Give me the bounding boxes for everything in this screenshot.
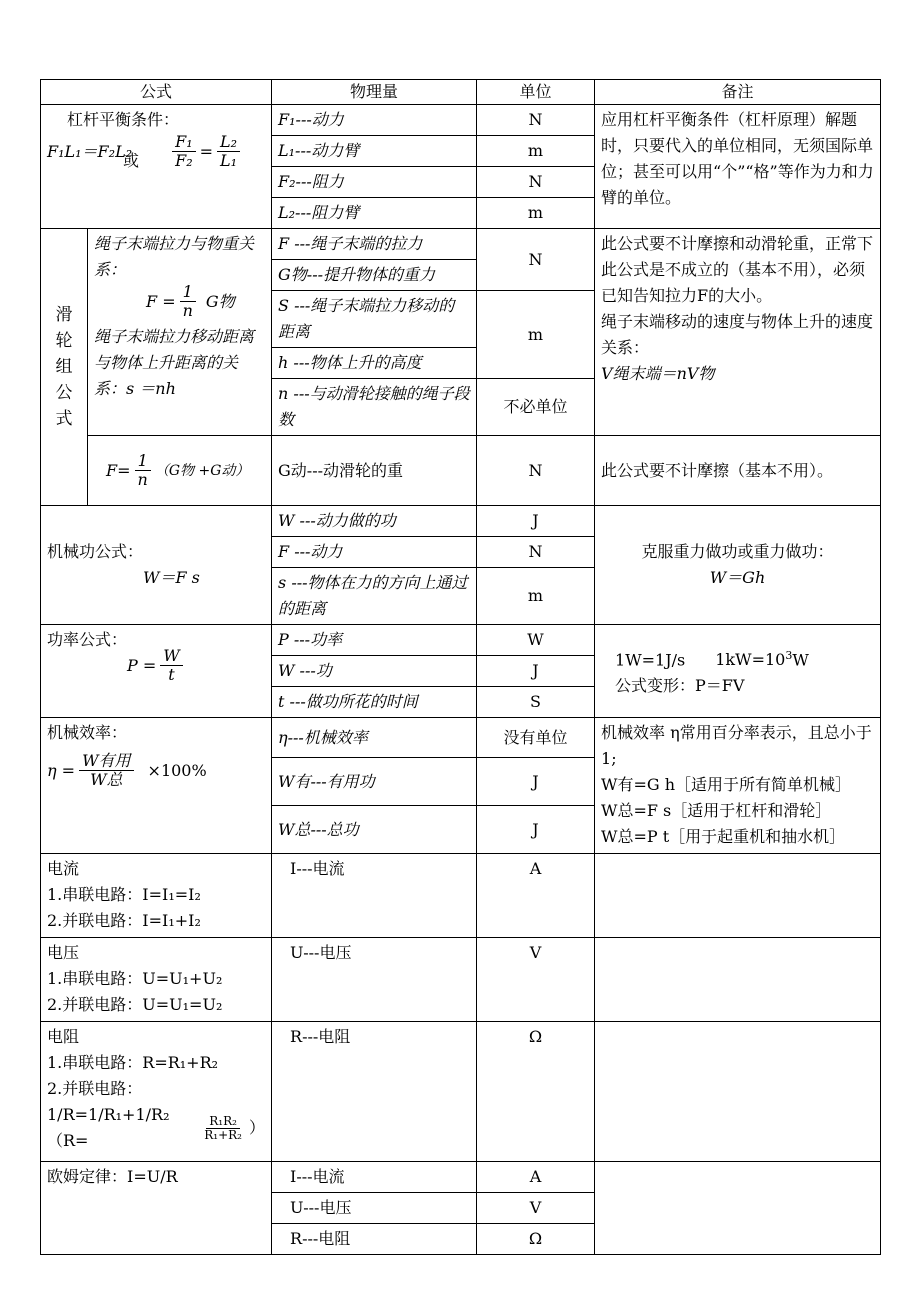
power-row [41,625,881,656]
lever-title: 杠杆平衡条件： [67,110,180,129]
power-q-0: P ---功率 [272,625,477,656]
ohm-formula: 欧姆定律：I=U/R [41,1162,272,1255]
work-q-1: F ---动力 [272,537,477,568]
power-lhs: P = [127,655,157,675]
power-q-1: W ---功 [272,656,477,687]
lever-u-2: N [477,167,595,198]
work-eq: W＝F s [143,568,200,587]
pulley-note [595,229,881,436]
voltage-q: U---电压 [272,938,477,1022]
pulley-q-4: n ---与动滑轮接触的绳子段数 [272,379,477,436]
work-u-1: N [477,537,595,568]
header-unit: 单位 [477,80,595,105]
lever-u-3: m [477,198,595,229]
power-note2: 公式变形：P＝FV [615,676,745,696]
pulley-f1-text: 绳子末端拉力与物重关系： [94,234,255,279]
efficiency-note-1: W有=G h［适用于所有简单机械］ [601,775,852,794]
efficiency-rhs: ×100% [147,760,207,780]
pulley-q-1: G物---提升物体的重力 [272,260,477,291]
efficiency-title: 机械效率： [47,723,128,742]
lever-u-1: m [477,136,595,167]
formula-table [40,79,881,1255]
current-row [41,854,881,938]
power-note1: 1W=1J/s $1kW=10^3W$ [615,648,809,670]
pulley-f3-row [41,436,881,506]
efficiency-u-2: J [477,806,595,854]
pulley-u-4: 不必单位 [477,379,595,436]
lever-q-3: L₂---阻力臂 [272,198,477,229]
work-q-2: s ---物体在力的方向上通过的距离 [272,568,477,625]
pulley-q-3: h ---物体上升的高度 [272,348,477,379]
pulley-q-2: S ---绳子末端拉力移动的距离 [272,291,477,348]
efficiency-note-2: W总=F s［适用于杠杆和滑轮］ [601,801,832,820]
resistance-eq: 1/R=1/R₁+1/R₂（R= [47,1105,170,1150]
pulley-f3-frac: $\frac{1}{n}$ [135,452,151,489]
lever-or: 或 [123,151,140,170]
work-note2: W＝Gh [709,568,766,587]
pulley-unit-force: N [477,229,595,291]
resistance-formula: 电阻 1.串联电路：R=R₁+R₂ 2.并联电路： 1/R=1/R₁+1/R₂（R= $\frac{\text{R₁R₂}}{\text{R₁+R₂}}$ ） [41,1022,272,1162]
efficiency-formula [41,718,272,854]
pulley-f1-frac: $\frac{1}{n}$ [180,283,196,320]
pulley-row [41,229,881,260]
pulley-g-q: G动---动滑轮的重 [272,436,477,506]
work-formula [41,506,272,625]
current-u: A [477,854,595,938]
efficiency-q-0: η---机械效率 [272,718,477,758]
lever-q-1: L₁---动力臂 [272,136,477,167]
lever-frac-l: $\frac{\text{L₂}}{\text{L₁}}$ [217,133,240,170]
ohm-u-0: A [477,1162,595,1193]
pulley-group-label: 滑 轮 组 公 式 [41,229,88,506]
resistance-close: ） [249,1118,266,1137]
power-u-0: W [477,625,595,656]
power-u-2: S [477,687,595,718]
ohm-row [41,1162,881,1193]
resistance-row [41,1022,881,1162]
pulley-unit-dist: m [477,291,595,379]
pulley-g-u: N [477,436,595,506]
work-u-0: J [477,506,595,537]
pulley-f1-rhs: G物 [205,291,235,311]
header-formula: 公式 [41,80,272,105]
lever-formula [41,105,272,229]
pulley-f3-lhs: F= [106,460,131,480]
ohm-q-2: R---电阻 [272,1224,477,1255]
lever-row [41,105,881,136]
resistance-u: Ω [477,1022,595,1162]
ohm-q-1: U---电压 [272,1193,477,1224]
work-note1: 克服重力做功或重力做功： [641,542,834,561]
header-quantity: 物理量 [272,80,477,105]
pulley-q-0: F ---绳子末端的拉力 [272,229,477,260]
pulley-f2-text: 绳子末端拉力移动距离与物体上升距离的关系：s ＝nh [94,327,255,398]
lever-note: 应用杠杆平衡条件（杠杆原理）解题时，只要代入的单位相同，无须国际单位；甚至可以用“个”“格”等作为力和力臂的单位。 [595,105,881,229]
pulley-note2: 绳子末端移动的速度与物体上升的速度关系： [601,312,874,357]
current-note [595,854,881,938]
voltage-row [41,938,881,1022]
efficiency-note [595,718,881,854]
power-u-1: J [477,656,595,687]
work-row [41,506,881,537]
efficiency-note-3: W总=P t［用于起重机和抽水机］ [601,827,846,846]
pulley-f1-lhs: F = [146,291,176,311]
ohm-u-2: Ω [477,1224,595,1255]
voltage-note [595,938,881,1022]
lever-u-0: N [477,105,595,136]
power-q-2: t ---做功所花的时间 [272,687,477,718]
pulley-note1: 此公式要不计摩擦和动滑轮重，正常下此公式是不成立的（基本不用），必须已知告知拉力F的大小。 [601,234,874,305]
lever-frac-f: $\frac{\text{F₁}}{\text{F₂}}$ [172,133,196,170]
ohm-q-0: I---电流 [272,1162,477,1193]
efficiency-u-0: 没有单位 [477,718,595,758]
header-note: 备注 [595,80,881,105]
power-frac: $\frac{W}{t}$ [160,647,182,684]
pulley-formula [88,229,272,436]
pulley-f3 [88,436,272,506]
lever-eq1: F₁L₁＝F₂L₂ [47,141,133,161]
work-title: 机械功公式： [47,542,144,561]
work-q-0: W ---动力做的功 [272,506,477,537]
voltage-u: V [477,938,595,1022]
resistance-note [595,1022,881,1162]
lever-q-0: F₁---动力 [272,105,477,136]
power-formula [41,625,272,718]
efficiency-lhs: η = [47,760,76,780]
efficiency-q-2: W总---总功 [272,806,477,854]
pulley-note3: V绳末端＝nV物 [601,364,715,383]
efficiency-row [41,718,881,758]
work-note [595,506,881,625]
efficiency-u-1: J [477,758,595,806]
ohm-note [595,1162,881,1255]
power-title: 功率公式： [47,630,128,649]
ohm-u-1: V [477,1193,595,1224]
power-note [595,625,881,718]
voltage-formula: 电压 1.串联电路：U=U₁+U₂ 2.并联电路：U=U₁=U₂ [41,938,272,1022]
work-u-2: m [477,568,595,625]
current-formula: 电流 1.串联电路：I=I₁=I₂ 2.并联电路：I=I₁+I₂ [41,854,272,938]
current-q: I---电流 [272,854,477,938]
resistance-q: R---电阻 [272,1022,477,1162]
resistance-frac: $\frac{\text{R₁R₂}}{\text{R₁+R₂}}$ [204,1113,242,1142]
lever-eq-sign: = [199,141,214,161]
efficiency-frac: $\frac{\text{W有用}}{\text{W总}}$ [79,752,133,789]
efficiency-q-1: W有---有用功 [272,758,477,806]
pulley-g-note: 此公式要不计摩擦（基本不用）。 [595,436,881,506]
efficiency-note-0: 机械效率 η常用百分率表示，且总小于 1; [601,723,872,768]
pulley-f3-rhs: （G物 +G动） [154,462,250,479]
lever-q-2: F₂---阻力 [272,167,477,198]
header-row [41,80,881,105]
